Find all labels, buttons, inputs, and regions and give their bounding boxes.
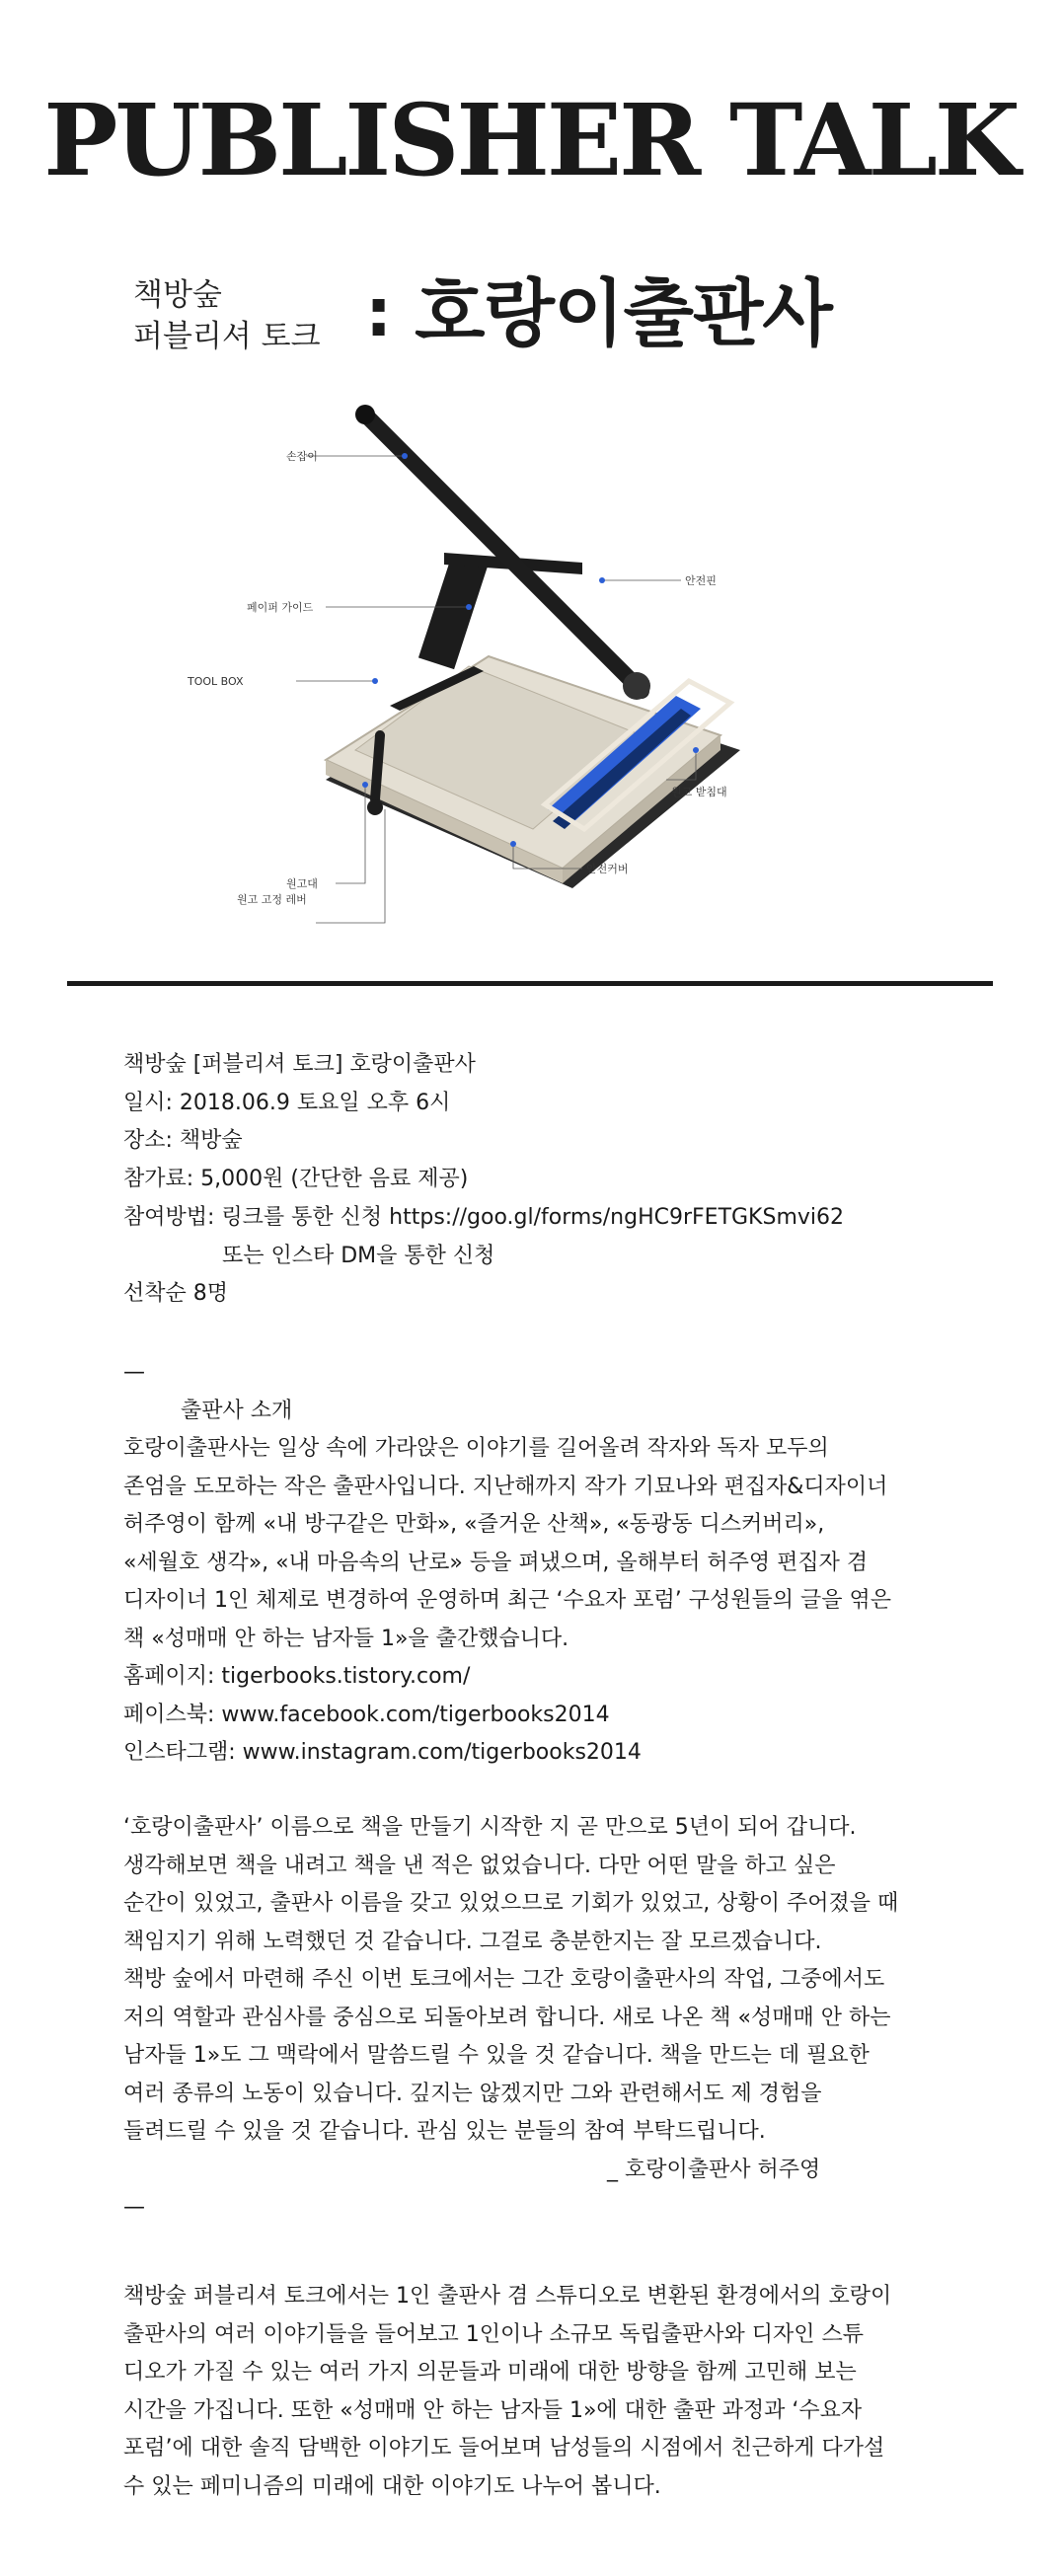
event-fee: 참가료: 5,000원 (간단한 음료 제공): [123, 1167, 469, 1192]
talk-line: 남자들 1»도 그 맥락에서 말씀드릴 수 있을 것 같습니다. 책을 만드는 데 필요한: [123, 2043, 870, 2068]
publisher-intro: [123, 1354, 952, 1773]
instagram-link: 인스타그램: www.instagram.com/tigerbooks2014: [123, 1740, 642, 1765]
talk-line: 생각해보면 책을 내려고 책을 낸 적은 없었습니다. 다만 어떤 말을 하고 싶은: [123, 1853, 836, 1878]
label-paper-base: 원고대: [286, 877, 318, 890]
talk-line: ‘호랑이출판사’ 이름으로 책을 만들기 시작한 지 곧 만으로 5년이 되어 갑니다.: [123, 1815, 857, 1840]
event-how-to-join-alt: 또는 인스타 DM을 통한 신청: [222, 1243, 495, 1268]
page-title: PUBLISHER TALK: [43, 82, 1018, 198]
label-safety-cover: 안전커버: [586, 863, 629, 875]
event-title: 책방숲 [퍼블리셔 토크] 호랑이출판사: [123, 1052, 476, 1077]
paper-cutter-illustration: [188, 395, 750, 908]
label-handle: 손잡이: [286, 450, 318, 463]
paper-cutter-figure: [188, 395, 750, 908]
intro-line: 존엄을 도모하는 작은 출판사입니다. 지난해까지 작가 기묘나와 편집자&디자이너: [123, 1474, 888, 1499]
talk-line: 책임지기 위해 노력했던 것 같습니다. 그걸로 충분한지는 잘 모르겠습니다.: [123, 1929, 822, 1954]
closing-line: 시간을 가집니다. 또한 «성매매 안 하는 남자들 1»에 대한 출판 과정과 ‘수요자: [123, 2397, 863, 2423]
talk-line: 들려드릴 수 있을 것 같습니다. 관심 있는 분들의 참여 부탁드립니다.: [123, 2119, 766, 2144]
subtitle-colon: :: [365, 274, 393, 352]
facebook-link: 페이스북: www.facebook.com/tigerbooks2014: [123, 1702, 610, 1727]
talk-signature: _ 호랑이출판사 허주영: [607, 2157, 821, 2182]
intro-heading: 출판사 소개: [181, 1398, 293, 1423]
homepage-link: 홈페이지: tigerbooks.tistory.com/: [123, 1664, 471, 1689]
closing-line: 출판사의 여러 이야기들을 들어보고 1인이나 소규모 독립출판사와 디자인 스튜: [123, 2321, 865, 2347]
subtitle: [133, 266, 943, 375]
event-capacity: 선착순 8명: [123, 1281, 228, 1307]
label-paper-guide: 페이퍼 가이드: [247, 601, 314, 614]
talk-dash: —: [123, 2195, 145, 2220]
closing-line: 수 있는 페미니즘의 미래에 대한 이야기도 나누어 봅니다.: [123, 2473, 661, 2499]
talk-line: 저의 역할과 관심사를 중심으로 되돌아보려 합니다. 새로 나온 책 «성매매 안 하는: [123, 2005, 891, 2030]
intro-line: «세월호 생각», «내 마음속의 난로» 등을 펴냈으며, 올해부터 허주영 편집자 겸: [123, 1550, 869, 1575]
publisher-name: 호랑이출판사: [415, 271, 832, 356]
closing-line: 책방숲 퍼블리셔 토크에서는 1인 출판사 겸 스튜디오로 변환된 환경에서의 호랑이: [123, 2284, 892, 2309]
intro-line: 호랑이출판사는 일상 속에 가라앉은 이야기를 길어올려 작자와 독자 모두의: [123, 1436, 829, 1461]
label-clamp-lever: 원고 고정 레버: [237, 893, 307, 906]
subtitle-line-2: 퍼블리셔 토크: [133, 319, 321, 354]
event-how-to-join: 참여방법: 링크를 통한 신청 https://goo.gl/forms/ngHC9rFETGKSmvi62: [123, 1204, 845, 1230]
closing-line: 디오가 가질 수 있는 여러 가지 의문들과 미래에 대한 방향을 함께 고민해 보는: [123, 2360, 857, 2385]
event-place: 장소: 책방숲: [123, 1128, 243, 1154]
subtitle-line-1: 책방숲: [133, 277, 222, 313]
event-info: [123, 1046, 952, 1314]
talk-line: 순간이 있었고, 출판사 이름을 갖고 있었으므로 기회가 있었고, 상황이 주어졌을 때: [123, 1891, 899, 1916]
closing-line: 포럼’에 대한 솔직 담백한 이야기도 들어보며 남성들의 시점에서 친근하게 다가설: [123, 2436, 885, 2461]
intro-line: 책 «성매매 안 하는 남자들 1»을 출간했습니다.: [123, 1626, 569, 1651]
closing-paragraph: [123, 2278, 952, 2506]
label-paper-support: 원고 받침대: [671, 786, 727, 798]
event-datetime: 일시: 2018.06.9 토요일 오후 6시: [123, 1090, 451, 1115]
intro-line: 디자이너 1인 체제로 변경하여 운영하며 최근 ‘수요자 포럼’ 구성원들의 글을 엮은: [123, 1588, 891, 1613]
intro-dash: —: [123, 1360, 145, 1385]
section-divider: [67, 981, 993, 986]
label-tool-box: TOOL BOX: [188, 675, 244, 688]
intro-line: 허주영이 함께 «내 방구같은 만화», «즐거운 산책», «동광동 디스커버리»,: [123, 1512, 825, 1537]
talk-line: 책방 숲에서 마련해 주신 이번 토크에서는 그간 호랑이출판사의 작업, 그중에서도: [123, 1967, 885, 1992]
subtitle-prefix: [133, 274, 321, 357]
talk-line: 여러 종류의 노동이 있습니다. 깊지는 않겠지만 그와 관련해서도 제 경험을: [123, 2081, 822, 2106]
talk-message: [123, 1809, 952, 2228]
label-safety-pin: 안전핀: [685, 574, 717, 587]
